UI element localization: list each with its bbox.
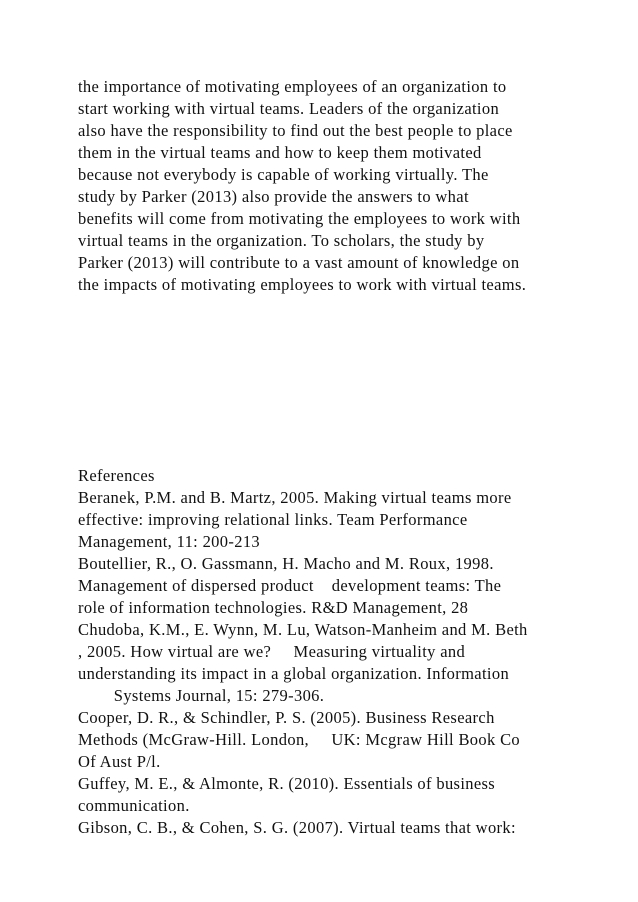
reference-line: Management, 11: 200-213 [78, 532, 261, 551]
paragraph-line: the importance of motivating employees of an organization to [78, 77, 507, 96]
reference-line: Cooper, D. R., & Schindler, P. S. (2005). Business Research [78, 708, 495, 727]
reference-line: Methods (McGraw-Hill. London, UK: Mcgraw Hill Book Co [78, 730, 521, 749]
reference-line: , 2005. How virtual are we? Measuring virtuality and [78, 642, 466, 661]
reference-line: communication. [78, 796, 190, 815]
paragraph-line: benefits will come from motivating the employees to work with [78, 209, 521, 228]
reference-line: effective: improving relational links. Team Performance [78, 510, 468, 529]
references-heading: References [78, 466, 155, 485]
reference-line: role of information technologies. R&D Management, 28 [78, 598, 469, 617]
reference-line: Boutellier, R., O. Gassmann, H. Macho and M. Roux, 1998. [78, 554, 494, 573]
paragraph-line: them in the virtual teams and how to keep them motivated [78, 143, 482, 162]
paragraph-line: the impacts of motivating employees to work with virtual teams. [78, 275, 527, 294]
reference-line: Systems Journal, 15: 279-306. [78, 686, 325, 705]
reference-line: Management of dispersed product development teams: The [78, 576, 502, 595]
paragraph-line: start working with virtual teams. Leaders of the organization [78, 99, 500, 118]
paragraph-line: also have the responsibility to find out the best people to place [78, 121, 513, 140]
reference-line: Of Aust P/l. [78, 752, 161, 771]
paragraph-line: Parker (2013) will contribute to a vast amount of knowledge on [78, 253, 520, 272]
reference-line: understanding its impact in a global organization. Information [78, 664, 510, 683]
reference-line: Guffey, M. E., & Almonte, R. (2010). Essentials of business [78, 774, 496, 793]
paragraph-line: study by Parker (2013) also provide the answers to what [78, 187, 469, 206]
paragraph-line: because not everybody is capable of working virtually. The [78, 165, 489, 184]
reference-line: Beranek, P.M. and B. Martz, 2005. Making virtual teams more [78, 488, 512, 507]
reference-line: Gibson, C. B., & Cohen, S. G. (2007). Virtual teams that work: [78, 818, 516, 837]
paragraph-line: virtual teams in the organization. To scholars, the study by [78, 231, 485, 250]
reference-line: Chudoba, K.M., E. Wynn, M. Lu, Watson-Manheim and M. Beth [78, 620, 528, 639]
